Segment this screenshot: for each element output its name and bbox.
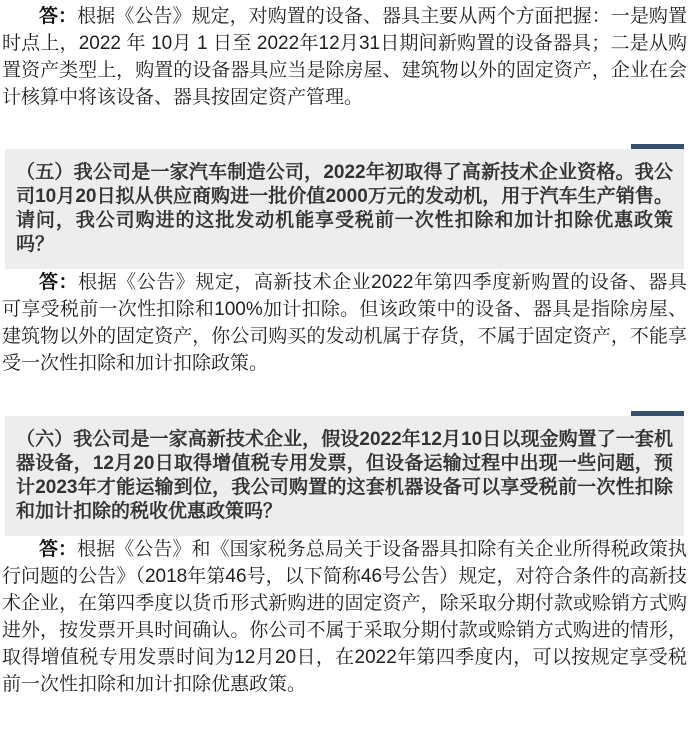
question-text-6: （六）我公司是一家高新技术企业，假设2022年12月10日以现金购置了一套机器设备，12月20日取得增值税专用发票，但设备运输过程中出现一些问题，预计2023年才能运输到位，我公司购置的这套机器设备可以享受税前一次性扣除和加计扣除的税收优惠政策吗？ [16,429,673,522]
accent-bar [631,411,684,416]
answer-prefix: 答： [39,272,79,293]
answer-paragraph-3 [2,536,687,698]
answer-prefix: 答： [39,539,78,560]
answer-paragraph-2 [2,269,687,377]
question-block-5 [5,149,684,269]
answer-text: 根据《公告》和《国家税务总局关于设备器具扣除有关企业所得税政策执行问题的公告》（2018年第46号，以下简称46号公告）规定，对符合条件的高新技术企业，在第四季度以货币形式新购进的固定资产，除采取分期付款或赊销方式购进外，按发票开具时间确认。你公司不属于采取分期付款或赊销方式购进的情形，取得增值税专用发票时间为12月20日，在2022年第四季度内，可以按规定享受税前一次性扣除和加计扣除优惠政策。 [2,539,687,695]
question-text-5: （五）我公司是一家汽车制造公司，2022年初取得了高新技术企业资格。我公司10月20日拟从供应商购进一批价值2000万元的发动机，用于汽车生产销售。请问，我公司购进的这批发动机能享受税前一次性扣除和加计扣除优惠政策吗？ [16,162,673,255]
accent-bar [631,144,684,149]
answer-text: 根据《公告》规定，高新技术企业2022年第四季度新购置的设备、器具可享受税前一次性扣除和100%加计扣除。但该政策中的设备、器具是指除房屋、建筑物以外的固定资产，你公司购买的发动机属于存货，不属于固定资产，不能享受一次性扣除和加计扣除政策。 [2,272,687,374]
question-block-6 [5,416,684,536]
answer-prefix: 答： [39,6,78,27]
answer-text: 根据《公告》规定，对购置的设备、器具主要从两个方面把握：一是购置时点上，2022 年 10月 1 日至 2022年12月31日期间新购置的设备器具；二是从购置资产类型上，购置的设备器具应当是除房屋、建筑物以外的固定资产，企业在会计核算中将该设备、器具按固定资产管理。 [2,6,687,108]
answer-paragraph-1 [2,0,687,111]
